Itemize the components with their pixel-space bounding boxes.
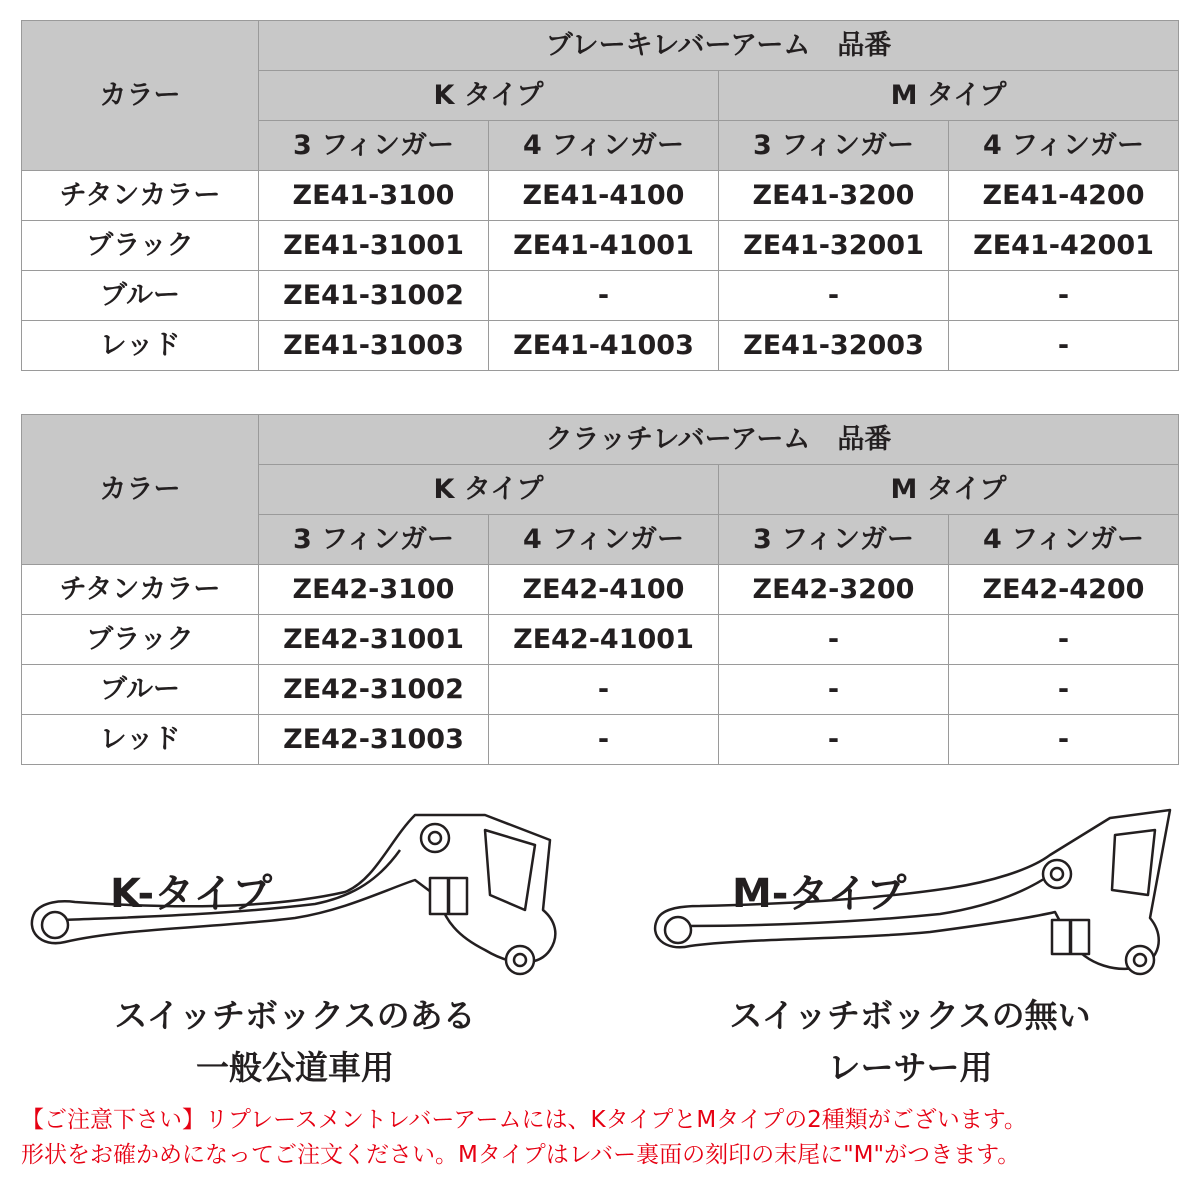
part-number: ZE42-4100 — [489, 565, 719, 615]
row-color: ブラック — [22, 221, 259, 271]
part-number: - — [949, 321, 1179, 371]
table-row — [22, 271, 1179, 321]
part-number: ZE41-3100 — [259, 171, 489, 221]
notice-text — [21, 1103, 1181, 1173]
notice-line1: 【ご注意下さい】リプレースメントレバーアームには、KタイプとMタイプの2種類がございます。 — [21, 1107, 1027, 1133]
part-number: ZE41-4200 — [949, 171, 1179, 221]
part-number: ZE42-31003 — [259, 715, 489, 765]
part-number: ZE41-32003 — [719, 321, 949, 371]
row-color: チタンカラー — [22, 565, 259, 615]
notice-line2: 形状をお確かめになってご注文ください。Mタイプはレバー裏面の刻印の末尾に"M"がつきます。 — [21, 1142, 1021, 1168]
clutch-lever-table — [21, 414, 1179, 765]
table-row — [22, 715, 1179, 765]
brake-lever-table — [21, 20, 1179, 371]
sub-header: 3 フィンガー — [259, 121, 489, 171]
row-color: ブルー — [22, 665, 259, 715]
part-number: - — [719, 615, 949, 665]
part-number: ZE42-31001 — [259, 615, 489, 665]
row-color: チタンカラー — [22, 171, 259, 221]
part-number: - — [949, 271, 1179, 321]
part-number: ZE41-4100 — [489, 171, 719, 221]
table-title: ブレーキレバーアーム 品番 — [259, 21, 1179, 71]
k-caption-line1: スイッチボックスのある — [114, 996, 476, 1035]
type-m-header: M タイプ — [719, 465, 1179, 515]
sub-header: 3 フィンガー — [719, 121, 949, 171]
row-color: ブルー — [22, 271, 259, 321]
part-number: ZE41-42001 — [949, 221, 1179, 271]
k-type-lever — [15, 800, 575, 980]
m-caption-line2: レーサー用 — [827, 1048, 993, 1087]
table-row — [22, 321, 1179, 371]
sub-header: 4 フィンガー — [949, 515, 1179, 565]
part-number: - — [489, 665, 719, 715]
part-number: ZE41-32001 — [719, 221, 949, 271]
table-row — [22, 171, 1179, 221]
part-number: - — [489, 715, 719, 765]
m-type-label: M-タイプ — [732, 871, 907, 917]
part-number: ZE41-3200 — [719, 171, 949, 221]
row-color: レッド — [22, 715, 259, 765]
type-k-header: K タイプ — [259, 71, 719, 121]
part-number: - — [949, 665, 1179, 715]
part-number: ZE41-31003 — [259, 321, 489, 371]
k-caption-line2: 一般公道車用 — [196, 1048, 394, 1087]
part-number: ZE41-41001 — [489, 221, 719, 271]
k-type-label: K-タイプ — [110, 871, 273, 917]
part-number: - — [719, 271, 949, 321]
part-number: ZE42-41001 — [489, 615, 719, 665]
part-number: ZE42-3200 — [719, 565, 949, 615]
color-header: カラー — [22, 21, 259, 171]
part-number: ZE41-31002 — [259, 271, 489, 321]
k-type-caption — [15, 990, 575, 1094]
sub-header: 4 フィンガー — [489, 515, 719, 565]
table-row — [22, 565, 1179, 615]
table-row — [22, 221, 1179, 271]
part-number: - — [949, 715, 1179, 765]
m-type-lever — [630, 800, 1190, 980]
part-number: ZE41-31001 — [259, 221, 489, 271]
part-number: - — [949, 615, 1179, 665]
row-color: レッド — [22, 321, 259, 371]
part-number: ZE42-4200 — [949, 565, 1179, 615]
m-type-caption — [630, 990, 1190, 1094]
part-number: ZE42-3100 — [259, 565, 489, 615]
table-row — [22, 615, 1179, 665]
type-m-header: M タイプ — [719, 71, 1179, 121]
row-color: ブラック — [22, 615, 259, 665]
part-number: - — [719, 715, 949, 765]
m-caption-line1: スイッチボックスの無い — [729, 996, 1091, 1035]
color-header: カラー — [22, 415, 259, 565]
k-lever-illustration — [15, 800, 575, 980]
sub-header: 4 フィンガー — [489, 121, 719, 171]
table-title: クラッチレバーアーム 品番 — [259, 415, 1179, 465]
sub-header: 3 フィンガー — [719, 515, 949, 565]
table-row — [22, 665, 1179, 715]
sub-header: 4 フィンガー — [949, 121, 1179, 171]
part-number: ZE42-31002 — [259, 665, 489, 715]
type-k-header: K タイプ — [259, 465, 719, 515]
sub-header: 3 フィンガー — [259, 515, 489, 565]
part-number: ZE41-41003 — [489, 321, 719, 371]
m-lever-illustration — [630, 800, 1190, 980]
part-number: - — [489, 271, 719, 321]
part-number: - — [719, 665, 949, 715]
